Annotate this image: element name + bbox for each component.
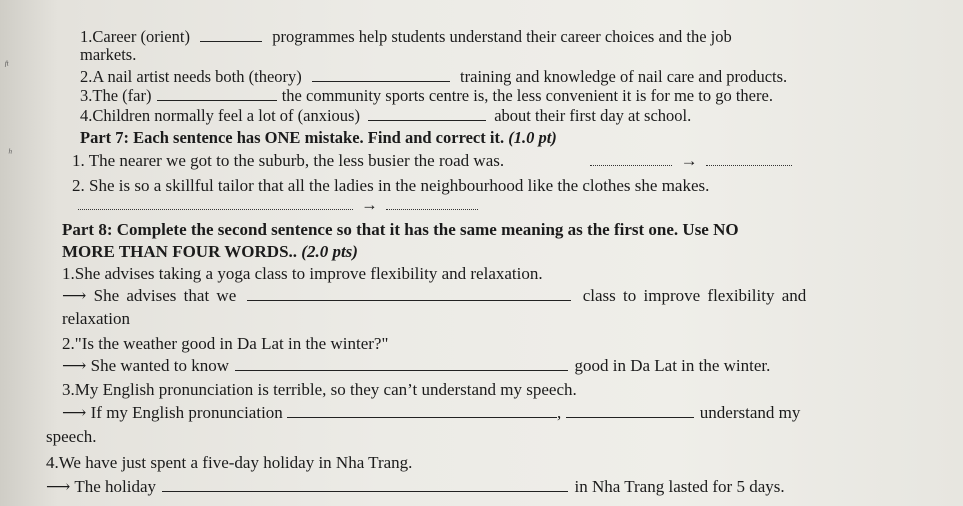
p7-s2-error-field[interactable] xyxy=(78,196,353,210)
q2-rest: training and knowledge of nail care and products. xyxy=(460,67,788,86)
p8-q3-blank-1[interactable] xyxy=(287,403,557,418)
p7-s1-line xyxy=(72,151,792,170)
p8-q1-blank[interactable] xyxy=(247,286,571,301)
arrow-icon: → xyxy=(680,151,698,170)
p8-q3-comma: , xyxy=(557,403,562,422)
p8-q1-ans-end: class to improve flexibility and xyxy=(582,286,807,305)
q1-rest: programmes help students understand their career choices and the job xyxy=(272,27,732,46)
q3-line xyxy=(80,86,773,105)
p7-s2-line: 2. She is so a skillful tailor that all the ladies in the neighbourhood like the clothes she makes. xyxy=(72,176,710,195)
p8-q3-answer xyxy=(62,403,800,422)
p8-q2-ans-end: good in Da Lat in the winter. xyxy=(574,356,771,375)
p8-q4-ans-start: The holiday xyxy=(74,477,156,496)
p7-s1-correction-field[interactable] xyxy=(706,152,792,166)
p8-q4-answer xyxy=(46,477,785,496)
p8-q3-ans-end: understand my xyxy=(699,403,801,422)
q4-blank[interactable] xyxy=(368,106,486,121)
arrow-icon: → xyxy=(361,195,378,214)
q3-prompt: 3.The (far) xyxy=(80,86,152,105)
q1-blank[interactable] xyxy=(200,27,262,42)
p8-q3-answer-2: speech. xyxy=(46,427,97,446)
p8-q4: 4.We have just spent a five-day holiday in Nha Trang. xyxy=(46,453,413,472)
arrow-icon: ⟶ xyxy=(62,356,87,375)
arrow-icon: ⟶ xyxy=(46,477,71,496)
q2-blank[interactable] xyxy=(312,67,450,82)
arrow-icon: ⟶ xyxy=(62,286,87,305)
p7-s2-answer-line xyxy=(78,195,478,214)
margin-scribble: ᶠᵗ xyxy=(4,58,9,72)
p8-q3-blank-2[interactable] xyxy=(566,403,694,418)
p8-q2-ans-start: She wanted to know xyxy=(90,356,229,375)
arrow-icon: ⟶ xyxy=(62,403,87,422)
q2-line xyxy=(80,67,787,86)
p8-q4-ans-end: in Nha Trang lasted for 5 days. xyxy=(574,477,785,496)
p7-s1-text: 1. The nearer we got to the suburb, the less busier the road was. xyxy=(72,151,505,170)
p8-q1: 1.She advises taking a yoga class to improve flexibility and relaxation. xyxy=(62,264,543,283)
p7-s1-error-field[interactable] xyxy=(590,152,672,166)
p8-q2-answer xyxy=(62,356,770,375)
q4-prompt: 4.Children normally feel a lot of (anxious) xyxy=(80,106,360,125)
part8-heading-2-text: MORE THAN FOUR WORDS.. xyxy=(62,242,298,261)
p8-q1-answer xyxy=(62,286,806,305)
p8-q2: 2."Is the weather good in Da Lat in the winter?" xyxy=(62,334,389,353)
p8-q1-answer-2: relaxation xyxy=(62,309,130,328)
part7-heading-text: Part 7: Each sentence has ONE mistake. Find and correct it. xyxy=(80,128,505,147)
p7-s2-correction-field[interactable] xyxy=(386,196,478,210)
q1-line xyxy=(80,27,732,46)
q2-prompt: 2.A nail artist needs both (theory) xyxy=(80,67,302,86)
part7-points: (1.0 pt) xyxy=(508,128,557,147)
part8-points: (2.0 pts) xyxy=(301,242,358,261)
part8-heading-2 xyxy=(62,242,358,261)
p8-q2-blank[interactable] xyxy=(235,356,568,371)
q4-rest: about their first day at school. xyxy=(494,106,692,125)
q1-prompt: 1.Career (orient) xyxy=(80,27,190,46)
part8-heading: Part 8: Complete the second sentence so that it has the same meaning as the first one. Use NO xyxy=(62,220,739,239)
q1-line-2: markets. xyxy=(80,45,137,64)
p8-q1-ans-start: She advises that we xyxy=(93,286,237,305)
p8-q4-blank[interactable] xyxy=(162,477,568,492)
p8-q3: 3.My English pronunciation is terrible, so they can’t understand my speech. xyxy=(62,380,577,399)
part7-heading xyxy=(80,128,557,147)
p8-q3-ans-start: If my English pronunciation xyxy=(90,403,283,422)
q3-blank[interactable] xyxy=(157,86,277,101)
q3-rest: the community sports centre is, the less convenient it is for me to go there. xyxy=(281,86,773,105)
margin-scribble: ʰ xyxy=(8,146,12,160)
q4-line xyxy=(80,106,691,125)
